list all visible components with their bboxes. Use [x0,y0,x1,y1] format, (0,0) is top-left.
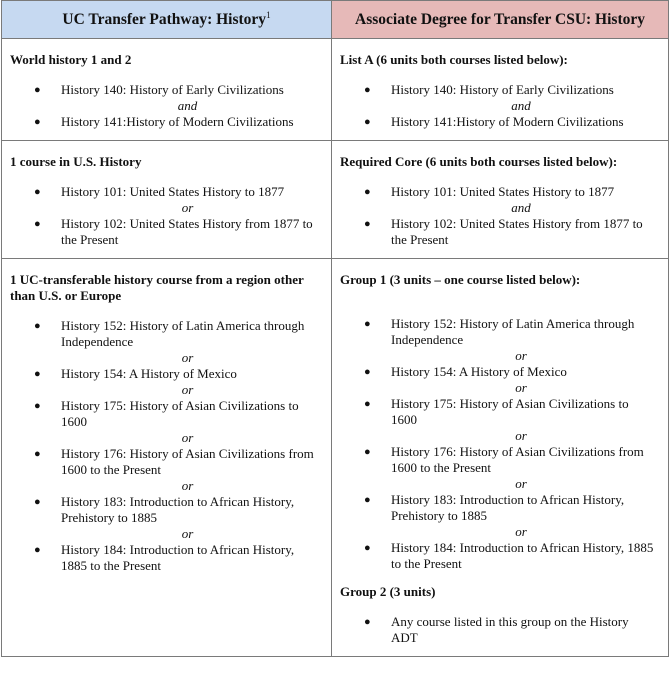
course-text: History 175: History of Asian Civilizations to 1600 [391,396,629,427]
table-row [2,39,669,141]
course-text: History 183: Introduction to African History, Prehistory to 1885 [391,492,625,523]
course-text: History 141:History of Modern Civilizations [391,114,624,129]
csu-adt-header: Associate Degree for Transfer CSU: History [332,1,669,39]
uc-cell [2,39,332,141]
bullet-icon: ● [364,318,371,330]
requirement-heading: World history 1 and 2 [10,52,132,67]
bullet-icon: ● [364,186,371,198]
uc-header-title: UC Transfer Pathway: History [62,11,267,28]
course-item [10,184,323,200]
course-text: History 184: Introduction to African History, 1885 to the Present [391,540,654,571]
table-row [2,259,669,657]
connector-text: or [515,428,527,443]
bullet-icon: ● [364,446,371,458]
course-item [10,114,323,130]
bullet-icon: ● [34,400,41,412]
requirement-heading: List A (6 units both courses listed below): [340,52,568,67]
course-text: History 141:History of Modern Civilizations [61,114,294,129]
connector-text: or [515,380,527,395]
connector-text: or [181,430,194,445]
connector-text: and [177,98,198,113]
bullet-icon: ● [34,218,41,230]
bullet-icon: ● [364,366,371,378]
spacer [340,302,660,316]
bullet-icon: ● [34,368,41,380]
uc-cell [2,259,332,657]
csu-cell [332,259,669,657]
course-item [340,540,660,572]
course-item [340,82,660,98]
course-text: History 102: United States History from 1877 to the Present [391,216,643,247]
connector-text: or [181,382,194,397]
course-item [10,542,323,574]
course-text: History 102: United States History from 1877 to the Present [61,216,313,247]
table-row [2,141,669,259]
requirement-heading: 1 UC-transferable history course from a region other than U.S. or Europe [10,272,304,303]
course-item [10,446,323,478]
bullet-icon: ● [364,494,371,506]
bullet-icon: ● [364,398,371,410]
connector-text: or [181,200,194,215]
bullet-icon: ● [364,542,371,554]
bullet-icon: ● [364,616,371,628]
connector-text: or [181,350,194,365]
connector-text: or [181,478,194,493]
course-text: History 175: History of Asian Civilizations to 1600 [61,398,299,429]
course-item [340,492,660,524]
bullet-icon: ● [34,84,41,96]
course-text: History 176: History of Asian Civilizations from 1600 to the Present [61,446,314,477]
connector-text: or [181,526,194,541]
csu-cell [332,39,669,141]
connector-text: or [515,524,527,539]
course-text: History 154: A History of Mexico [391,364,567,379]
bullet-icon: ● [34,320,41,332]
bullet-icon: ● [34,544,41,556]
footnote-marker: 1 [266,10,271,20]
connector-text: and [511,98,531,113]
connector-text: or [515,476,527,491]
course-text: History 176: History of Asian Civilizations from 1600 to the Present [391,444,644,475]
bullet-icon: ● [364,218,371,230]
course-text: History 140: History of Early Civilizations [391,82,614,97]
header-row [2,1,669,39]
course-text: History 152: History of Latin America through Independence [61,318,305,349]
course-item [10,366,323,382]
course-item [340,114,660,130]
course-item [10,318,323,350]
requirement-heading: 1 course in U.S. History [10,154,142,169]
pathway-table [1,0,669,657]
bullet-icon: ● [34,448,41,460]
connector-text: and [511,200,531,215]
bullet-icon: ● [34,496,41,508]
uc-pathway-header [2,1,332,39]
course-item [10,494,323,526]
bullet-icon: ● [34,186,41,198]
course-text: Any course listed in this group on the History ADT [391,614,629,645]
course-item [340,216,660,248]
course-item [340,364,660,380]
course-item [340,614,660,646]
course-text: History 183: Introduction to African History, Prehistory to 1885 [61,494,295,525]
course-text: History 154: A History of Mexico [61,366,237,381]
bullet-icon: ● [364,116,371,128]
course-item [10,216,323,248]
course-text: History 101: United States History to 1877 [61,184,285,199]
course-text: History 140: History of Early Civilizations [61,82,284,97]
connector-text: or [515,348,527,363]
course-item [340,184,660,200]
course-text: History 184: Introduction to African History, 1885 to the Present [61,542,295,573]
bullet-icon: ● [364,84,371,96]
csu-cell [332,141,669,259]
requirement-heading: Group 1 (3 units – one course listed below): [340,272,581,287]
course-item [10,398,323,430]
bullet-icon: ● [34,116,41,128]
uc-cell [2,141,332,259]
course-item [340,444,660,476]
course-text: History 101: United States History to 1877 [391,184,615,199]
group2-heading: Group 2 (3 units) [340,584,436,599]
course-item [340,396,660,428]
requirement-heading: Required Core (6 units both courses listed below): [340,154,618,169]
course-text: History 152: History of Latin America through Independence [391,316,635,347]
course-item [10,82,323,98]
course-item [340,316,660,348]
